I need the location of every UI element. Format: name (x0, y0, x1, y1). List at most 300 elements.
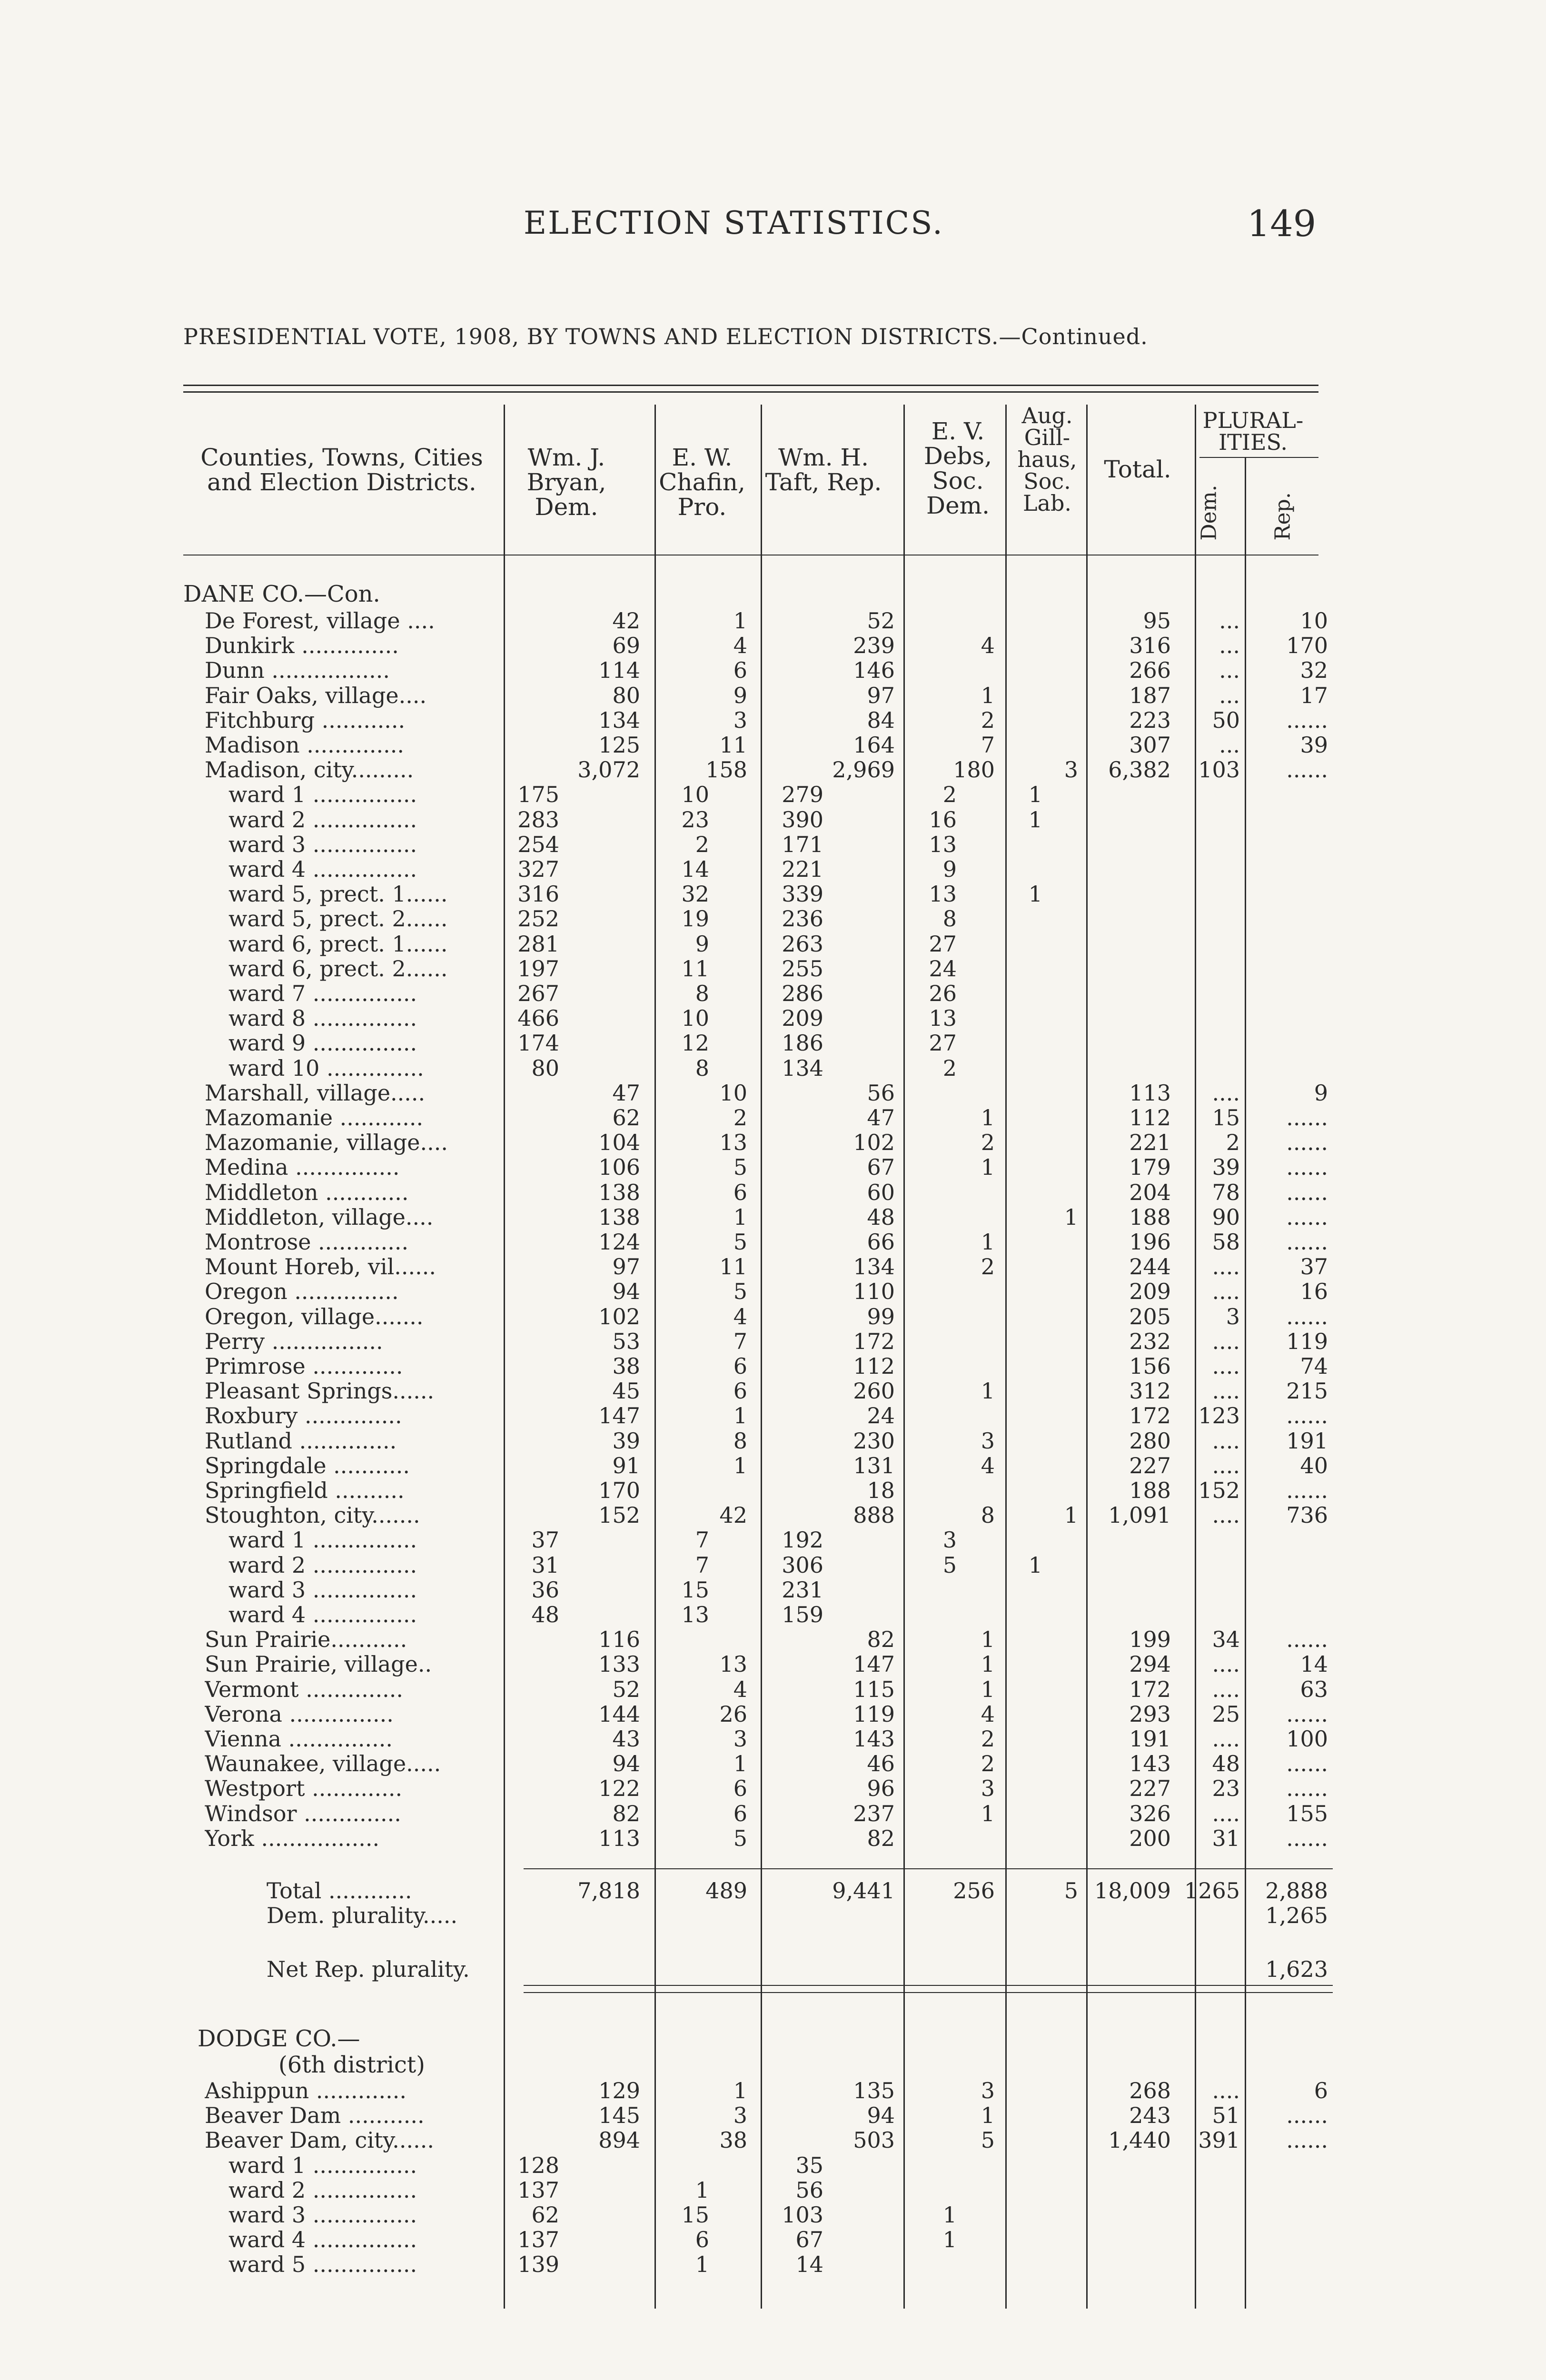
district-name: Springdale ........... (205, 1452, 410, 1478)
col-header-pluralities: PLURAL- ITIES. (1202, 407, 1304, 455)
cell-dem: .... (1212, 1328, 1240, 1354)
cell-debs: 3 (981, 2078, 995, 2103)
cell-total: 326 (1129, 1800, 1171, 1826)
district-name: Mount Horeb, vil...... (205, 1254, 436, 1280)
district-name: ward 1 ............... (228, 782, 417, 808)
cell-total: 156 (1129, 1353, 1171, 1379)
cell-taft: 503 (853, 2127, 895, 2153)
cell-taft: 192 (782, 1527, 823, 1553)
top-rule-2 (183, 391, 1318, 393)
cell-total: 188 (1129, 1478, 1171, 1503)
cell-chafin: 42 (719, 1502, 747, 1528)
cell-debs: 1 (981, 1229, 995, 1255)
cell-debs: 5 (981, 2127, 995, 2153)
cell-chafin: 7 (695, 1527, 709, 1553)
cell-bryan: 116 (598, 1626, 640, 1653)
cell-debs: 13 (929, 881, 957, 907)
cell-total: 293 (1129, 1701, 1171, 1727)
cell-chafin: 4 (733, 1303, 747, 1329)
cell-taft: 239 (853, 633, 895, 659)
district-name: ward 1 ............... (228, 1527, 417, 1553)
cell-rep: 736 (1286, 1502, 1328, 1528)
cell-chafin: 1 (733, 2078, 747, 2103)
cell-dem: 23 (1212, 1775, 1240, 1802)
cell-total: 209 (1129, 1279, 1171, 1305)
cell-bryan: 53 (612, 1328, 640, 1354)
cell-taft: 112 (853, 1353, 895, 1379)
cell-taft: 230 (853, 1428, 895, 1454)
cell-chafin: 3 (733, 707, 747, 733)
cell-taft: 119 (853, 1701, 895, 1727)
dodge-row (0, 2152, 1546, 2177)
cell-taft: 66 (867, 1229, 895, 1255)
cell-chafin: 5 (733, 1825, 747, 1851)
district-name: De Forest, village .... (205, 608, 435, 634)
cell-taft: 209 (782, 1005, 823, 1031)
cell-chafin: 1 (733, 1204, 747, 1230)
cell-taft: 56 (795, 2177, 823, 2203)
cell-taft: 2,969 (832, 757, 895, 783)
dane-row (0, 1428, 1546, 1453)
cell-taft: 102 (853, 1130, 895, 1156)
district-name: ward 1 ............... (228, 2152, 417, 2178)
cell-rep: 63 (1300, 1676, 1328, 1702)
dane-row (0, 906, 1546, 931)
district-name: ward 6, prect. 2...... (228, 955, 448, 982)
cell-debs: 1 (981, 1651, 995, 1677)
cell-chafin: 6 (733, 1775, 747, 1802)
dane-row (0, 1105, 1546, 1130)
col-header-districts: Counties, Towns, Cities and Election Districts. (200, 444, 483, 496)
cell-debs: 7 (981, 732, 995, 758)
cell-taft: 135 (853, 2078, 895, 2103)
cell-taft: 46 (867, 1751, 895, 1777)
cell-bryan: 144 (598, 1701, 640, 1727)
cell-chafin: 6 (733, 657, 747, 684)
cell-chafin: 11 (719, 1254, 747, 1280)
cell-dem: 123 (1198, 1403, 1240, 1429)
cell-debs: 13 (929, 831, 957, 857)
dane-row (0, 707, 1546, 732)
cell-gill: 1 (1028, 782, 1042, 808)
cell-rep: 16 (1300, 1279, 1328, 1305)
cell-dem: ... (1219, 732, 1240, 758)
district-name: Beaver Dam ........... (205, 2102, 425, 2129)
dodge-row (0, 2202, 1546, 2227)
cell-taft: 146 (853, 657, 895, 684)
dane-row (0, 1229, 1546, 1254)
col-header-rep: Rep. (1270, 492, 1295, 541)
pluralities-rule (1199, 457, 1318, 458)
district-name: Waunakee, village..... (205, 1751, 441, 1777)
cell-total: 312 (1129, 1378, 1171, 1404)
cell-bryan: 128 (517, 2152, 559, 2178)
cell-dem: 103 (1198, 757, 1240, 783)
cell-taft: 35 (795, 2152, 823, 2178)
cell-bryan: 42 (612, 608, 640, 634)
dem-plurality-row (0, 1903, 1546, 1927)
cell-bryan: 267 (517, 981, 559, 1006)
cell-dem: ... (1219, 657, 1240, 684)
cell-debs: 26 (929, 981, 957, 1006)
cell-chafin: 13 (719, 1651, 747, 1677)
cell-taft: 56 (867, 1080, 895, 1106)
cell-chafin: 6 (733, 1179, 747, 1205)
district-name: Sun Prairie........... (205, 1626, 407, 1653)
cell-chafin: 6 (733, 1353, 747, 1379)
cell-chafin: 23 (681, 806, 709, 833)
cell-rep: ...... (1286, 1478, 1328, 1503)
cell-bryan: 102 (598, 1303, 640, 1329)
cell-bryan: 138 (598, 1179, 640, 1205)
cell-rep: ...... (1286, 1626, 1328, 1653)
section-break-rule-2 (524, 1992, 1333, 1993)
cell-taft: 159 (782, 1602, 823, 1627)
district-name: Vermont .............. (205, 1676, 403, 1702)
cell-bryan: 114 (598, 657, 640, 684)
cell-debs: 1 (942, 2227, 957, 2253)
cell-bryan: 106 (598, 1154, 640, 1180)
cell-bryan: 80 (531, 1055, 559, 1081)
cell-bryan: 45 (612, 1378, 640, 1404)
cell-rep: 74 (1300, 1353, 1328, 1379)
cell-bryan: 39 (612, 1428, 640, 1454)
cell-debs: 3 (981, 1775, 995, 1802)
cell-dem: .... (1212, 1651, 1240, 1677)
cell-bryan: 139 (517, 2251, 559, 2278)
cell-bryan: 82 (612, 1800, 640, 1826)
cell-debs: 13 (929, 1005, 957, 1031)
cell-taft: 47 (867, 1105, 895, 1130)
total-row-bryan: 7,818 (577, 1878, 640, 1904)
district-name: ward 3 ............... (228, 2202, 417, 2228)
cell-chafin: 15 (681, 1577, 709, 1603)
cell-debs: 8 (981, 1502, 995, 1528)
cell-taft: 110 (853, 1279, 895, 1305)
cell-bryan: 174 (517, 1030, 559, 1056)
cell-chafin: 5 (733, 1229, 747, 1255)
cell-dem: .... (1212, 1080, 1240, 1106)
cell-total: 243 (1129, 2102, 1171, 2129)
dane-row (0, 931, 1546, 956)
cell-rep: 155 (1286, 1800, 1328, 1826)
cell-rep: ...... (1286, 1105, 1328, 1130)
district-name: Springfield .......... (205, 1478, 405, 1503)
cell-bryan: 94 (612, 1279, 640, 1305)
dane-row (0, 1154, 1546, 1179)
total-row-total: 18,009 (1094, 1878, 1171, 1904)
district-name: ward 7 ............... (228, 981, 417, 1006)
cell-dem: .... (1212, 1502, 1240, 1528)
cell-taft: 14 (795, 2251, 823, 2278)
cell-taft: 171 (782, 831, 823, 857)
cell-total: 112 (1129, 1105, 1171, 1130)
dane-row (0, 1378, 1546, 1403)
cell-debs: 2 (981, 1130, 995, 1156)
cell-taft: 164 (853, 732, 895, 758)
cell-total: 204 (1129, 1179, 1171, 1205)
net-rep-plurality-row-rep: 1,623 (1265, 1956, 1328, 1982)
dane-row (0, 807, 1546, 832)
dodge-row (0, 2102, 1546, 2127)
total-row-gill: 5 (1064, 1878, 1078, 1904)
cell-total: 187 (1129, 682, 1171, 708)
cell-chafin: 9 (695, 931, 709, 957)
cell-chafin: 26 (719, 1701, 747, 1727)
cell-total: 294 (1129, 1651, 1171, 1677)
cell-total: 244 (1129, 1254, 1171, 1280)
cell-taft: 48 (867, 1204, 895, 1230)
cell-total: 95 (1143, 608, 1171, 634)
district-name: Verona ............... (205, 1701, 394, 1727)
cell-bryan: 138 (598, 1204, 640, 1230)
cell-chafin: 1 (733, 608, 747, 634)
cell-bryan: 170 (598, 1478, 640, 1503)
cell-chafin: 4 (733, 633, 747, 659)
cell-chafin: 2 (733, 1105, 747, 1130)
cell-total: 316 (1129, 633, 1171, 659)
cell-dem: 3 (1226, 1303, 1240, 1329)
cell-gill: 1 (1028, 1552, 1042, 1578)
total-row (0, 1878, 1546, 1903)
cell-chafin: 15 (681, 2202, 709, 2228)
cell-chafin: 6 (733, 1378, 747, 1404)
dane-row (0, 1130, 1546, 1154)
cell-rep: ...... (1286, 1403, 1328, 1429)
cell-chafin: 8 (695, 1055, 709, 1081)
cell-rep: ...... (1286, 1229, 1328, 1255)
cell-chafin: 13 (681, 1602, 709, 1627)
cell-total: 196 (1129, 1229, 1171, 1255)
cell-taft: 103 (782, 2202, 823, 2228)
cell-taft: 94 (867, 2102, 895, 2129)
cell-taft: 147 (853, 1651, 895, 1677)
cell-bryan: 52 (612, 1676, 640, 1702)
cell-debs: 1 (981, 1378, 995, 1404)
district-name: Marshall, village..... (205, 1080, 426, 1106)
cell-dem: 90 (1212, 1204, 1240, 1230)
cell-rep: ...... (1286, 1154, 1328, 1180)
cell-chafin: 1 (695, 2251, 709, 2278)
cell-chafin: 14 (681, 856, 709, 882)
district-name: ward 5, prect. 1...... (228, 881, 448, 907)
cell-gill: 1 (1028, 806, 1042, 833)
dane-row (0, 1801, 1546, 1825)
cell-rep: ...... (1286, 2127, 1328, 2153)
cell-dem: .... (1212, 1726, 1240, 1752)
cell-taft: 24 (867, 1403, 895, 1429)
total-row-debs: 256 (953, 1878, 995, 1904)
cell-total: 266 (1129, 657, 1171, 684)
district-name: Oregon, village....... (205, 1303, 424, 1329)
cell-rep: 17 (1300, 682, 1328, 708)
dane-row (0, 1676, 1546, 1701)
cell-rep: 9 (1314, 1080, 1328, 1106)
dane-row (0, 1577, 1546, 1602)
dane-row (0, 1751, 1546, 1775)
cell-chafin: 10 (681, 1005, 709, 1031)
cell-bryan: 133 (598, 1651, 640, 1677)
cell-bryan: 91 (612, 1452, 640, 1478)
dane-row (0, 1080, 1546, 1105)
cell-rep: ...... (1286, 1751, 1328, 1777)
cell-dem: ... (1219, 608, 1240, 634)
cell-total: 1,091 (1108, 1502, 1171, 1528)
cell-bryan: 47 (612, 1080, 640, 1106)
cell-debs: 3 (981, 1428, 995, 1454)
cell-dem: ... (1219, 682, 1240, 708)
cell-rep: 10 (1300, 608, 1328, 634)
dane-row (0, 956, 1546, 981)
cell-rep: 37 (1300, 1254, 1328, 1280)
cell-bryan: 145 (598, 2102, 640, 2129)
cell-taft: 99 (867, 1303, 895, 1329)
cell-rep: ...... (1286, 757, 1328, 783)
dane-row (0, 1030, 1546, 1055)
district-name: Fitchburg ............ (205, 707, 406, 733)
cell-chafin: 3 (733, 2102, 747, 2129)
district-name: ward 2 ............... (228, 806, 417, 833)
cell-debs: 2 (981, 1751, 995, 1777)
cell-debs: 1 (942, 2202, 957, 2228)
cell-bryan: 283 (517, 806, 559, 833)
table-caption: PRESIDENTIAL VOTE, 1908, BY TOWNS AND ELECTION DISTRICTS.—Continued. (183, 324, 1148, 349)
district-name: ward 5 ............... (228, 2251, 417, 2278)
total-row-taft: 9,441 (832, 1878, 895, 1904)
district-name: Middleton, village.... (205, 1204, 434, 1230)
cell-debs: 4 (981, 1452, 995, 1478)
district-name: York ................. (205, 1825, 380, 1851)
cell-rep: ...... (1286, 1701, 1328, 1727)
district-name: Ashippun ............. (205, 2078, 407, 2103)
cell-debs: 5 (942, 1552, 957, 1578)
cell-debs: 24 (929, 955, 957, 982)
cell-dem: 2 (1226, 1130, 1240, 1156)
cell-total: 143 (1129, 1751, 1171, 1777)
cell-total: 172 (1129, 1676, 1171, 1702)
district-name: Dunn ................. (205, 657, 390, 684)
dane-row (0, 1453, 1546, 1478)
cell-rep: ...... (1286, 1775, 1328, 1802)
cell-gill: 1 (1028, 881, 1042, 907)
cell-bryan: 175 (517, 782, 559, 808)
cell-debs: 2 (981, 1254, 995, 1280)
district-name: ward 3 ............... (228, 1577, 417, 1603)
dane-row (0, 757, 1546, 782)
dodge-subsection-heading: (6th district) (278, 2052, 425, 2078)
district-name: ward 4 ............... (228, 2227, 417, 2253)
district-name: ward 4 ............... (228, 1602, 417, 1627)
cell-debs: 27 (929, 1030, 957, 1056)
cell-bryan: 31 (531, 1552, 559, 1578)
cell-total: 191 (1129, 1726, 1171, 1752)
cell-dem: 152 (1198, 1478, 1240, 1503)
cell-chafin: 10 (719, 1080, 747, 1106)
cell-taft: 306 (782, 1552, 823, 1578)
col-header-bryan: Wm. J. Bryan, Dem. (526, 444, 606, 521)
cell-total: 179 (1129, 1154, 1171, 1180)
cell-debs: 3 (942, 1527, 957, 1553)
district-name: Vienna ............... (205, 1726, 393, 1752)
cell-chafin: 7 (733, 1328, 747, 1354)
cell-dem: 48 (1212, 1751, 1240, 1777)
dodge-row (0, 2227, 1546, 2251)
district-name: ward 8 ............... (228, 1005, 417, 1031)
cell-rep: 215 (1286, 1378, 1328, 1404)
running-head: ELECTION STATISTICS. (524, 205, 944, 241)
dane-row (0, 856, 1546, 881)
cell-taft: 134 (782, 1055, 823, 1081)
cell-taft: 186 (782, 1030, 823, 1056)
dane-row (0, 1304, 1546, 1329)
cell-dem: 78 (1212, 1179, 1240, 1205)
cell-taft: 231 (782, 1577, 823, 1603)
district-name: ward 3 ............... (228, 831, 417, 857)
dane-row (0, 1651, 1546, 1676)
cell-rep: ...... (1286, 1825, 1328, 1851)
cell-debs: 8 (942, 906, 957, 932)
cell-rep: 6 (1314, 2078, 1328, 2103)
cell-total: 268 (1129, 2078, 1171, 2103)
dane-row (0, 1552, 1546, 1577)
col-header-gillhaus: Aug. Gill- haus, Soc. Lab. (1017, 403, 1077, 516)
dane-row (0, 832, 1546, 856)
cell-chafin: 13 (719, 1130, 747, 1156)
cell-bryan: 43 (612, 1726, 640, 1752)
cell-chafin: 5 (733, 1279, 747, 1305)
cell-taft: 52 (867, 608, 895, 634)
cell-chafin: 10 (681, 782, 709, 808)
district-name: Montrose ............. (205, 1229, 409, 1255)
cell-bryan: 62 (531, 2202, 559, 2228)
cell-chafin: 3 (733, 1726, 747, 1752)
cell-chafin: 5 (733, 1154, 747, 1180)
cell-dem: 51 (1212, 2102, 1240, 2129)
cell-total: 6,382 (1108, 757, 1171, 783)
cell-taft: 134 (853, 1254, 895, 1280)
cell-taft: 67 (795, 2227, 823, 2253)
col-header-debs: E. V. Debs, Soc. Dem. (923, 417, 992, 519)
dodge-section-heading: DODGE CO.— (198, 2025, 360, 2052)
district-name: Rutland .............. (205, 1428, 397, 1454)
cell-total: 1,440 (1108, 2127, 1171, 2153)
cell-bryan: 894 (598, 2127, 640, 2153)
cell-gill: 3 (1064, 757, 1078, 783)
cell-dem: 391 (1198, 2127, 1240, 2153)
dane-row (0, 1502, 1546, 1527)
cell-total: 227 (1129, 1775, 1171, 1802)
dane-row (0, 1180, 1546, 1204)
cell-rep: 100 (1286, 1726, 1328, 1752)
col-header-dem: Dem. (1197, 485, 1221, 541)
district-name: ward 4 ............... (228, 856, 417, 882)
dane-row (0, 1602, 1546, 1626)
dane-row (0, 1701, 1546, 1726)
cell-bryan: 36 (531, 1577, 559, 1603)
district-name: ward 6, prect. 1...... (228, 931, 448, 957)
cell-bryan: 113 (598, 1825, 640, 1851)
cell-dem: 25 (1212, 1701, 1240, 1727)
cell-bryan: 122 (598, 1775, 640, 1802)
dane-row (0, 1825, 1546, 1850)
cell-total: 188 (1129, 1204, 1171, 1230)
cell-rep: 32 (1300, 657, 1328, 684)
cell-rep: 14 (1300, 1651, 1328, 1677)
cell-chafin: 6 (733, 1800, 747, 1826)
cell-taft: 237 (853, 1800, 895, 1826)
district-name: ward 2 ............... (228, 2177, 417, 2203)
cell-taft: 221 (782, 856, 823, 882)
